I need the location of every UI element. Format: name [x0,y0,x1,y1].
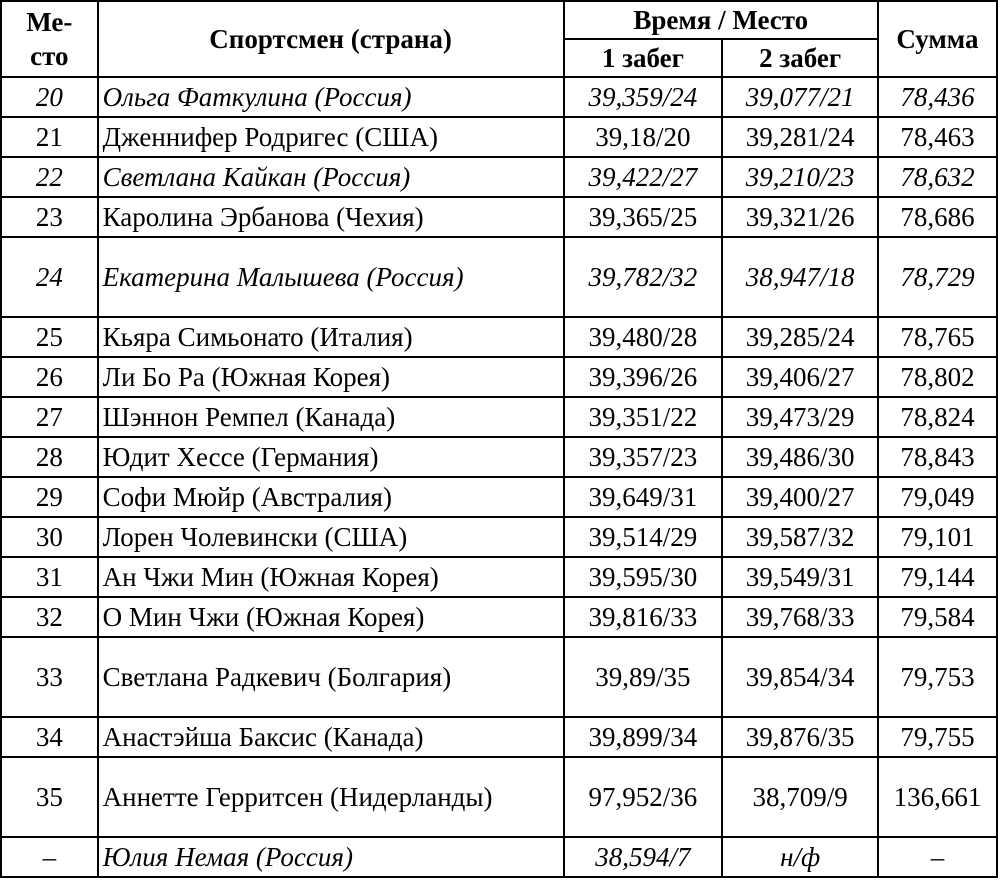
athlete-cell: Светлана Кайкан (Россия) [98,157,564,197]
run2-header: 2 забег [722,39,878,77]
table-row [1,397,997,437]
total-cell: – [878,837,997,877]
run1-cell: 39,351/22 [564,397,723,437]
run1-cell: 39,899/34 [564,717,723,757]
athlete-cell: Кьяра Симьонато (Италия) [98,317,564,357]
table-row [1,237,997,317]
run1-cell: 39,89/35 [564,637,723,717]
athlete-cell: Анастэйша Баксис (Канада) [98,717,564,757]
run2-cell: 39,077/21 [722,77,878,117]
total-cell: 78,765 [878,317,997,357]
run2-cell: 39,406/27 [722,357,878,397]
total-cell: 136,661 [878,757,997,837]
run2-cell: 39,400/27 [722,477,878,517]
athlete-cell: Ан Чжи Мин (Южная Корея) [98,557,564,597]
table-row [1,757,997,837]
run2-cell: 39,486/30 [722,437,878,477]
athlete-cell: Ольга Фаткулина (Россия) [98,77,564,117]
run2-cell: 39,587/32 [722,517,878,557]
table-row [1,837,997,877]
athlete-cell: О Мин Чжи (Южная Корея) [98,597,564,637]
run1-header: 1 забег [564,39,723,77]
run2-cell: 39,281/24 [722,117,878,157]
run2-cell: 39,285/24 [722,317,878,357]
place-cell: 29 [1,477,98,517]
run2-cell: 39,854/34 [722,637,878,717]
table-row [1,717,997,757]
table-row [1,197,997,237]
run1-cell: 39,514/29 [564,517,723,557]
place-cell: 31 [1,557,98,597]
place-cell: 33 [1,637,98,717]
run2-cell: н/ф [722,837,878,877]
athlete-cell: Светлана Радкевич (Болгария) [98,637,564,717]
total-header: Сумма [878,1,997,77]
run1-cell: 97,952/36 [564,757,723,837]
run1-cell: 39,357/23 [564,437,723,477]
run1-cell: 39,816/33 [564,597,723,637]
table-row [1,357,997,397]
place-cell: – [1,837,98,877]
place-cell: 25 [1,317,98,357]
total-cell: 78,729 [878,237,997,317]
place-cell: 32 [1,597,98,637]
place-cell: 30 [1,517,98,557]
run2-cell: 39,768/33 [722,597,878,637]
run2-cell: 39,549/31 [722,557,878,597]
athlete-cell: Софи Мюйр (Австралия) [98,477,564,517]
place-header-line2: сто [30,41,69,71]
run1-cell: 39,365/25 [564,197,723,237]
total-cell: 79,753 [878,637,997,717]
run2-cell: 39,321/26 [722,197,878,237]
total-cell: 79,584 [878,597,997,637]
table-row [1,557,997,597]
total-cell: 78,632 [878,157,997,197]
run2-cell: 39,473/29 [722,397,878,437]
athlete-cell: Юлия Немая (Россия) [98,837,564,877]
total-cell: 78,802 [878,357,997,397]
total-cell: 79,755 [878,717,997,757]
total-cell: 79,049 [878,477,997,517]
place-cell: 23 [1,197,98,237]
place-header-line1: Ме- [26,7,73,37]
place-cell: 22 [1,157,98,197]
athlete-cell: Екатерина Малышева (Россия) [98,237,564,317]
run1-cell: 39,359/24 [564,77,723,117]
run1-cell: 39,782/32 [564,237,723,317]
total-cell: 79,101 [878,517,997,557]
place-header [1,1,98,77]
place-cell: 35 [1,757,98,837]
run1-cell: 39,396/26 [564,357,723,397]
place-cell: 24 [1,237,98,317]
table-row [1,477,997,517]
run2-cell: 39,210/23 [722,157,878,197]
run1-cell: 38,594/7 [564,837,723,877]
total-cell: 78,463 [878,117,997,157]
run1-cell: 39,422/27 [564,157,723,197]
total-cell: 78,686 [878,197,997,237]
table-row [1,637,997,717]
run1-cell: 39,18/20 [564,117,723,157]
total-cell: 78,824 [878,397,997,437]
place-cell: 26 [1,357,98,397]
table-row [1,597,997,637]
table-row [1,437,997,477]
time-place-header: Время / Место [564,1,878,39]
place-cell: 20 [1,77,98,117]
place-cell: 27 [1,397,98,437]
total-cell: 79,144 [878,557,997,597]
run2-cell: 39,876/35 [722,717,878,757]
athlete-cell: Каролина Эрбанова (Чехия) [98,197,564,237]
athlete-cell: Аннетте Герритсен (Нидерланды) [98,757,564,837]
run2-cell: 38,709/9 [722,757,878,837]
header-row [1,1,997,39]
athlete-cell: Ли Бо Ра (Южная Корея) [98,357,564,397]
place-cell: 21 [1,117,98,157]
run1-cell: 39,649/31 [564,477,723,517]
athlete-cell: Дженнифер Родригес (США) [98,117,564,157]
place-cell: 28 [1,437,98,477]
table-row [1,517,997,557]
table-row [1,117,997,157]
athlete-header: Спортсмен (страна) [98,1,564,77]
run2-cell: 38,947/18 [722,237,878,317]
athlete-cell: Лорен Чолевински (США) [98,517,564,557]
place-cell: 34 [1,717,98,757]
athlete-cell: Шэннон Ремпел (Канада) [98,397,564,437]
table-row [1,157,997,197]
run1-cell: 39,595/30 [564,557,723,597]
total-cell: 78,843 [878,437,997,477]
run1-cell: 39,480/28 [564,317,723,357]
table-row [1,317,997,357]
athlete-cell: Юдит Хессе (Германия) [98,437,564,477]
total-cell: 78,436 [878,77,997,117]
table-row [1,77,997,117]
